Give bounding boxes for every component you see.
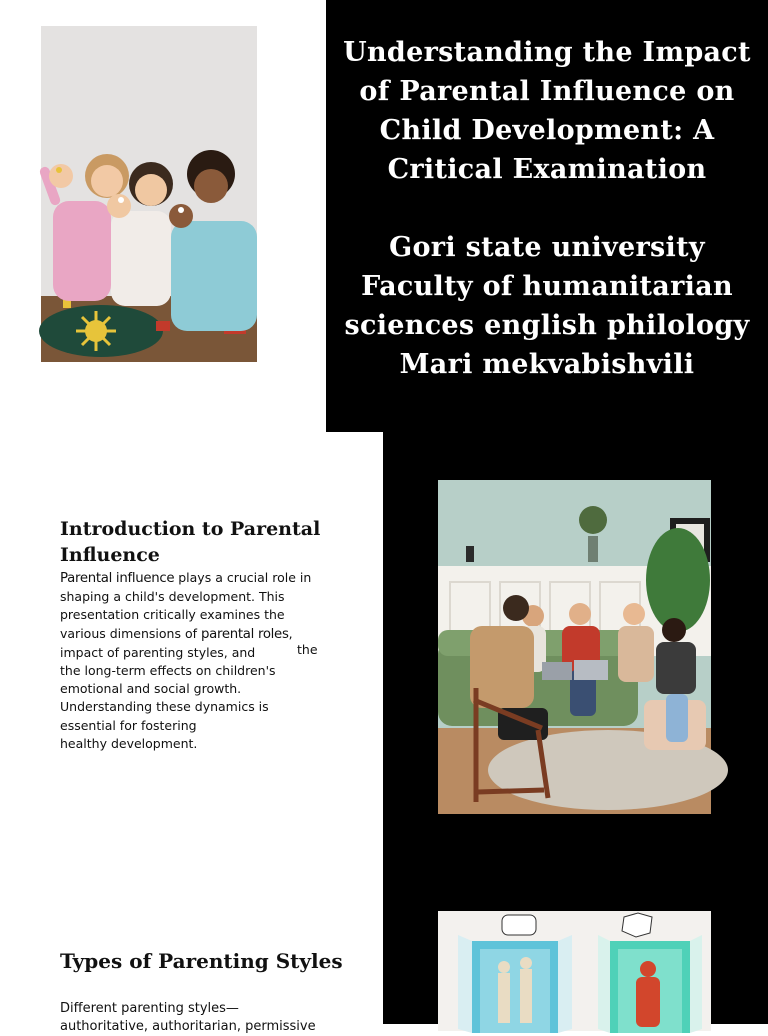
body-text-run: —authoritative, authoritarian, permissive [60,1001,316,1034]
byline-line: Faculty of humanitarian [361,271,733,302]
byline-line: sciences english philology [344,310,750,341]
body-text-run: plays a crucial role in shaping a child's development. This presentation critically examines the various dimensions of [60,570,312,641]
title-slide [0,0,768,432]
parenting-styles-slide [0,864,768,1034]
body-text-run: , [288,625,293,641]
paper-cutout-figures-illustration [438,911,711,1031]
author-affiliation [330,228,764,384]
slide-heading: Introduction to Parental Influence [60,518,321,566]
byline-line: Mari mekvabishvili [399,349,695,380]
slide-body-text [60,1000,322,1036]
keyword-text: Parental influence [60,571,175,586]
byline-line: Gori state university [389,232,705,263]
presentation-title: Understanding the Impact of Parental Influence on Child Development: A Critical Examination [343,37,751,185]
slide-heading: Types of Parenting Styles [60,949,343,973]
body-text-run: healthy development. [60,735,198,751]
family-therapy-session-photo [438,480,711,814]
introduction-slide [0,432,768,864]
keyword-text: parental roles [201,626,289,642]
body-text-run: Different [60,1001,122,1016]
body-text-run: the [297,642,318,657]
slide-body-text [60,569,322,753]
body-text-run: impact of parenting styles, and [60,644,256,660]
title-panel [326,0,768,432]
body-text-run: the long-term effects on children's emotional and social growth. Understanding these dynamics is essential for fostering [60,663,276,733]
children-painted-hands-photo [41,26,257,362]
keyword-text: parenting styles [121,1001,226,1016]
